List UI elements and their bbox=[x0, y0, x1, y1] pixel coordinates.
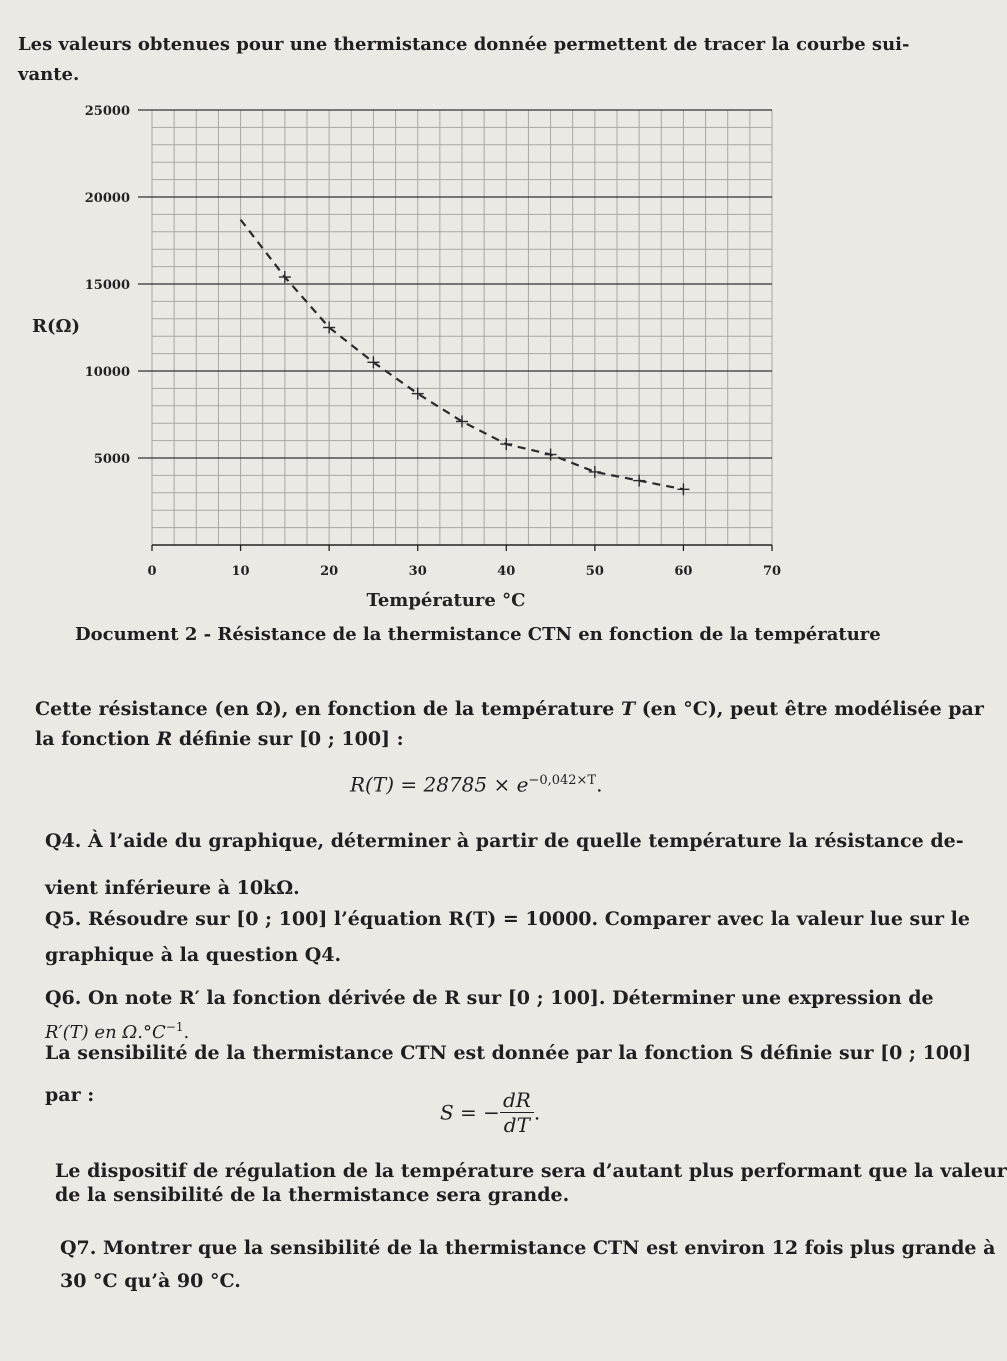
x-tick-label: 20 bbox=[320, 564, 339, 579]
question-q5-line-2: graphique à la question Q4. bbox=[45, 944, 342, 966]
data-point-cross bbox=[545, 449, 557, 461]
fraction-dr-dt: $\frac{dR}{dT}$ bbox=[500, 1088, 534, 1137]
y-tick-label: 25000 bbox=[84, 104, 130, 119]
y-tick-label: 15000 bbox=[84, 278, 130, 293]
chart-y-axis-label: R(Ω) bbox=[32, 316, 81, 337]
intro-line-1: Les valeurs obtenues pour une thermistance donnée permettent de tracer la courbe sui- bbox=[18, 34, 910, 55]
question-q6-line-1: Q6. On note R′ la fonction dérivée de R sur [0 ; 100]. Déterminer une expression de bbox=[45, 987, 934, 1009]
chart-x-axis-label: Température °C bbox=[366, 590, 526, 611]
regulation-line-1: Le dispositif de régulation de la température sera d’autant plus performant que la valeur bbox=[55, 1160, 1007, 1182]
question-q6-line-2: R′(T) en $\Omega.^\circ C^{-1}$. bbox=[45, 1020, 190, 1043]
data-point-cross bbox=[279, 271, 291, 283]
x-tick-label: 70 bbox=[762, 564, 782, 579]
y-tick-label: 5000 bbox=[93, 452, 130, 467]
x-tick-label: 10 bbox=[231, 564, 250, 579]
data-point-cross bbox=[500, 438, 512, 450]
equation-rt: $R(T) = 28785 \times e^{-0,042\times T}$. bbox=[350, 772, 603, 797]
chart-caption: Document 2 - Résistance de la thermistance CTN en fonction de la température bbox=[75, 624, 881, 645]
x-tick-label: 30 bbox=[408, 564, 427, 579]
y-tick-label: 10000 bbox=[84, 365, 130, 380]
data-point-cross bbox=[589, 466, 601, 478]
regulation-line-2: de la sensibilité de la thermistance sera grande. bbox=[55, 1184, 570, 1206]
sensibility-line-1: La sensibilité de la thermistance CTN est donnée par la fonction S définie sur [0 ; 100] bbox=[45, 1042, 972, 1064]
chart-ticks bbox=[85, 104, 781, 579]
intro-line-2: vante. bbox=[18, 64, 80, 85]
chart-series bbox=[241, 220, 690, 496]
x-tick-label: 50 bbox=[585, 564, 604, 579]
chart-grid-minor bbox=[152, 110, 772, 545]
resistance-chart bbox=[0, 0, 948, 660]
paragraph-model-line-1: Cette résistance (en Ω), en fonction de la température T (en °C), peut être modélisée par bbox=[35, 698, 984, 720]
data-point-cross bbox=[456, 415, 468, 427]
paragraph-model-line-2: la fonction R définie sur [0 ; 100] : bbox=[35, 728, 404, 750]
x-tick-label: 40 bbox=[497, 564, 516, 579]
x-tick-label: 0 bbox=[147, 564, 157, 579]
equation-sensibility: S = − $\frac{dR}{dT}$ . bbox=[440, 1088, 541, 1137]
x-tick-label: 60 bbox=[674, 564, 693, 579]
question-q7-line-2: 30 °C qu’à 90 °C. bbox=[60, 1270, 241, 1292]
question-q4-line-1: Q4. À l’aide du graphique, déterminer à partir de quelle température la résistance de- bbox=[45, 830, 964, 852]
y-tick-label: 20000 bbox=[84, 191, 130, 206]
question-q4-line-2: vient inférieure à 10kΩ. bbox=[45, 877, 300, 899]
sensibility-line-2: par : bbox=[45, 1084, 95, 1106]
data-point-cross bbox=[633, 475, 645, 487]
data-point-cross bbox=[677, 483, 689, 495]
question-q5-line-1: Q5. Résoudre sur [0 ; 100] l’équation R(T) = 10000. Comparer avec la valeur lue sur le bbox=[45, 908, 970, 930]
question-q7-line-1: Q7. Montrer que la sensibilité de la thermistance CTN est environ 12 fois plus grande à bbox=[60, 1237, 996, 1259]
